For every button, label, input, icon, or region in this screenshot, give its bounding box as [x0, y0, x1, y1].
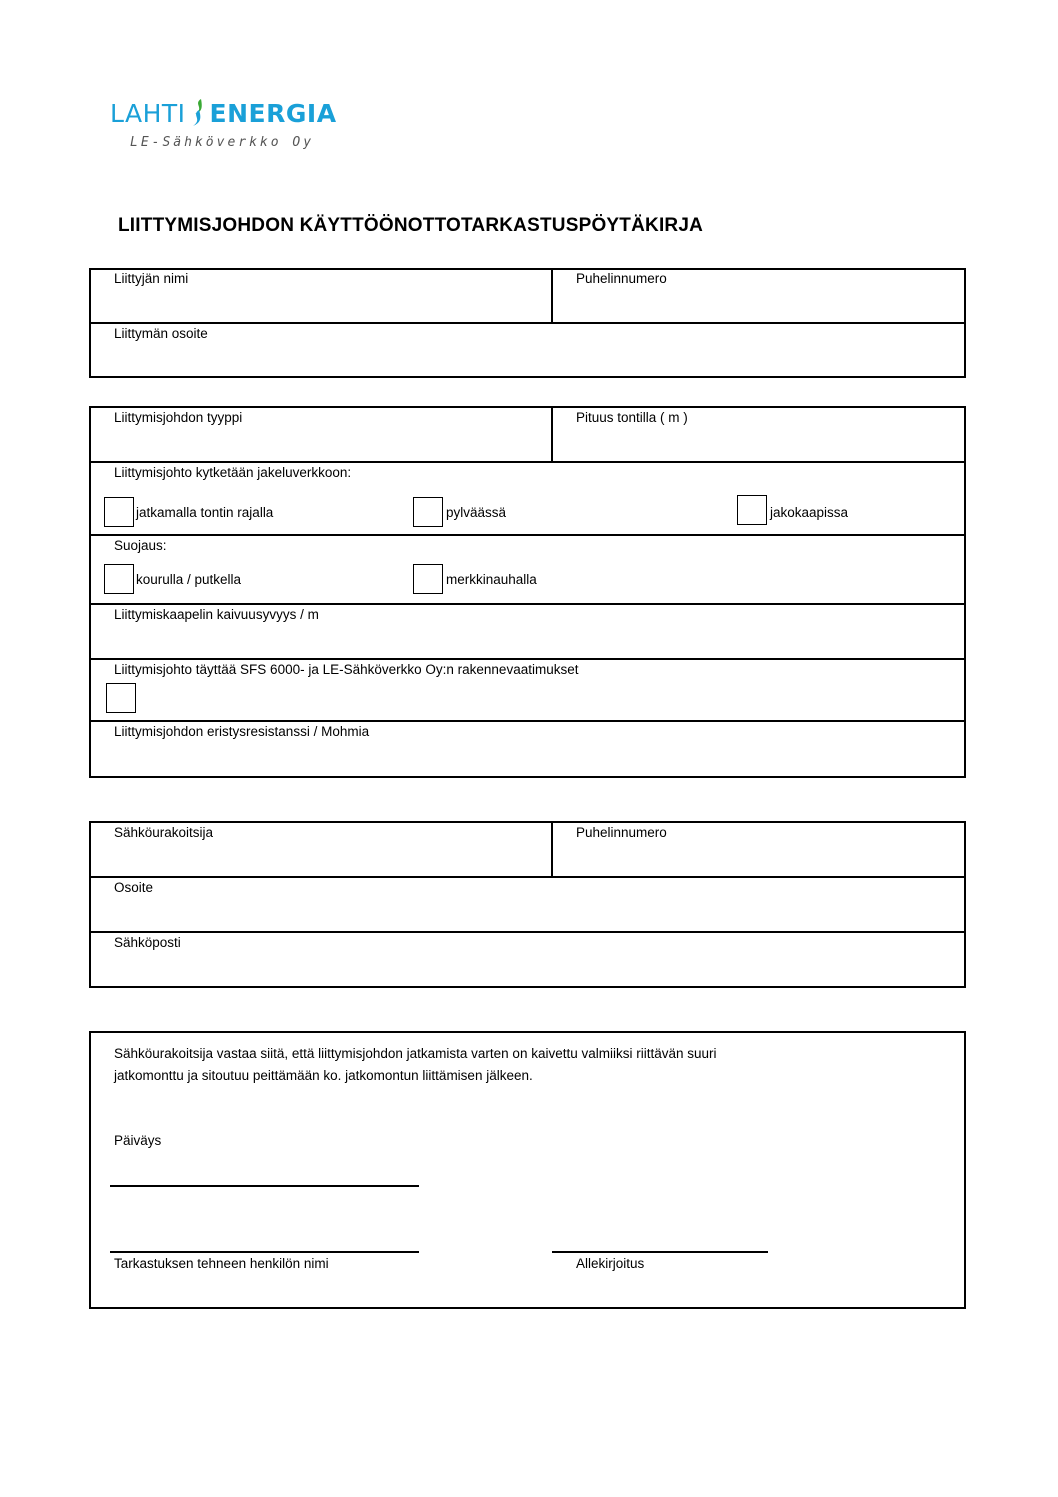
customer-address-field[interactable]: Liittymän osoite: [114, 326, 208, 341]
document-title: LIITTYMISJOHDON KÄYTTÖÖNOTTOTARKASTUSPÖYTÄKIRJA: [118, 215, 704, 236]
insulation-resistance-field[interactable]: Liittymisjohdon eristysresistanssi / Mohmia: [114, 724, 370, 739]
checkbox-protection-conduit[interactable]: [104, 564, 134, 594]
inspector-name-line[interactable]: [110, 1251, 419, 1253]
checkbox-requirements[interactable]: [106, 683, 136, 713]
contractor-section: [89, 821, 966, 988]
contractor-name-field[interactable]: Sähköurakoitsija: [114, 825, 214, 840]
option-protection-tape: merkkinauhalla: [446, 572, 537, 587]
option-connection-pole: pylväässä: [446, 505, 507, 520]
customer-phone-field[interactable]: Puhelinnumero: [576, 271, 667, 286]
logo-subtitle: LE-Sähköverkko Oy: [130, 135, 315, 150]
requirements-label: Liittymisjohto täyttää SFS 6000- ja LE-Sähköverkko Oy:n rakennevaatimukset: [114, 662, 579, 677]
protection-label: Suojaus:: [114, 538, 167, 553]
date-line[interactable]: [110, 1185, 419, 1187]
signature-line[interactable]: [552, 1251, 768, 1253]
inspector-name-label: Tarkastuksen tehneen henkilön nimi: [114, 1256, 329, 1271]
flame-icon: [187, 98, 209, 128]
contractor-phone-field[interactable]: Puhelinnumero: [576, 825, 667, 840]
option-protection-conduit: kourulla / putkella: [136, 572, 242, 587]
cable-depth-field[interactable]: Liittymiskaapelin kaivuusyvyys / m: [114, 607, 319, 622]
checkbox-connection-cabinet[interactable]: [737, 495, 767, 525]
checkbox-connection-pole[interactable]: [413, 497, 443, 527]
logo-wordmark: [110, 98, 337, 128]
cable-length-field[interactable]: Pituus tontilla ( m ): [576, 410, 688, 425]
customer-name-field[interactable]: Liittyjän nimi: [114, 271, 189, 286]
option-connection-border: jatkamalla tontin rajalla: [136, 505, 274, 520]
declaration-text-line1: Sähköurakoitsija vastaa siitä, että liittymisjohdon jatkamista varten on kaivettu valmiiksi riittävän suuri: [114, 1046, 717, 1061]
connection-label: Liittymisjohto kytketään jakeluverkkoon:: [114, 465, 352, 480]
logo-brand-right: ENERGIA: [209, 99, 337, 128]
option-connection-cabinet: jakokaapissa: [770, 505, 849, 520]
checkbox-protection-tape[interactable]: [413, 564, 443, 594]
logo-brand-left: LAHTI: [110, 99, 186, 128]
checkbox-connection-border[interactable]: [104, 497, 134, 527]
contractor-email-field[interactable]: Sähköposti: [114, 935, 181, 950]
contractor-address-field[interactable]: Osoite: [114, 880, 154, 895]
cable-type-field[interactable]: Liittymisjohdon tyyppi: [114, 410, 243, 425]
date-label: Päiväys: [114, 1133, 162, 1148]
signature-label: Allekirjoitus: [576, 1256, 645, 1271]
declaration-text-line2: jatkomonttu ja sitoutuu peittämään ko. jatkomontun liittämisen jälkeen.: [114, 1068, 533, 1083]
company-logo: [110, 92, 370, 162]
